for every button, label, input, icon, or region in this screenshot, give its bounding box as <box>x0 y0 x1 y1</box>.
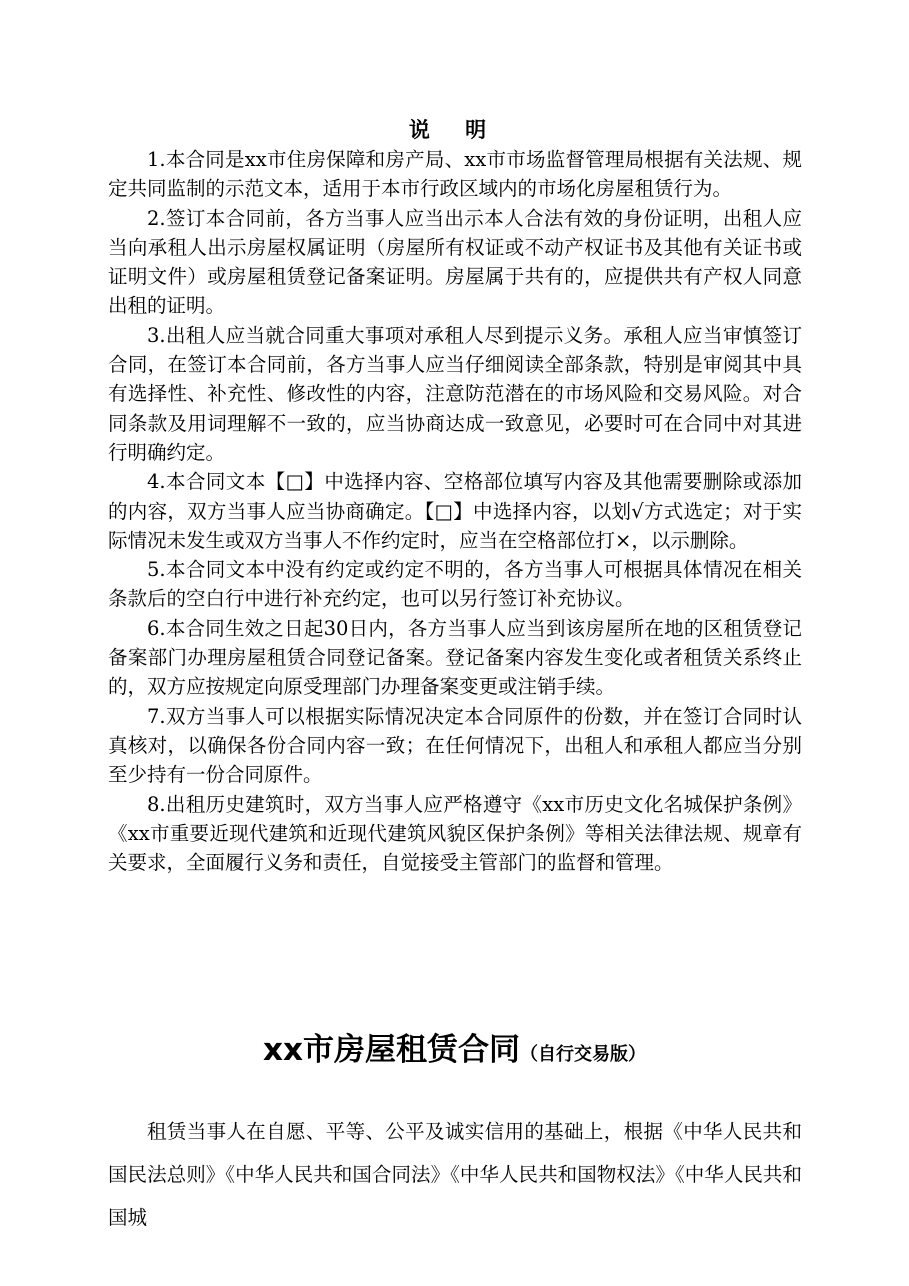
contract-title-subtitle: （自行交易版） <box>520 1044 646 1065</box>
note-item: 8.出租历史建筑时，双方当事人应严格遵守《xx市历史文化名城保护条例》《xx市重要近现代建筑和近现代建筑风貌区保护条例》等相关法律法规、规章有关要求，全面履行义务和责任，自觉接受主管部门的监督和管理。 <box>108 792 802 875</box>
contract-intro <box>108 1110 802 1239</box>
contract-intro-paragraph: 租赁当事人在自愿、平等、公平及诚实信用的基础上，根据《中华人民共和国民法总则》《中华人民共和国合同法》《中华人民共和国物权法》《中华人民共和国城 <box>108 1120 802 1229</box>
note-item: 6.本合同生效之日起30日内，各方当事人应当到该房屋所在地的区租赁登记备案部门办理房屋租赁合同登记备案。登记备案内容发生变化或者租赁关系终止的，双方应按规定向原受理部门办理备案变更或注销手续。 <box>108 616 802 699</box>
notes-list <box>108 145 802 877</box>
contract-title-main: xx市房屋租赁合同 <box>263 1032 520 1068</box>
note-item: 4.本合同文本【□】中选择内容、空格部位填写内容及其他需要删除或添加的内容，双方当事人应当协商确定。【□】中选择内容，以划√方式选定；对于实际情况未发生或双方当事人不作约定时，应当在空格部位打×，以示删除。 <box>108 470 802 552</box>
note-item: 5.本合同文本中没有约定或约定不明的，各方当事人可根据具体情况在相关条款后的空白行中进行补充约定，也可以另行签订补充协议。 <box>108 558 802 611</box>
note-item: 3.出租人应当就合同重大事项对承租人尽到提示义务。承租人应当审慎签订合同，在签订本合同前，各方当事人应当仔细阅读全部条款，特别是审阅其中具有选择性、补充性、修改性的内容，注意防范潜在的市场风险和交易风险。对合同条款及用词理解不一致的，应当协商达成一致意见，必要时可在合同中对其进行明确约定。 <box>108 323 802 464</box>
note-item: 2.签订本合同前，各方当事人应当出示本人合法有效的身份证明，出租人应当向承租人出示房屋权属证明（房屋所有权证或不动产权证书及其他有关证书或证明文件）或房屋租赁登记备案证明。房屋属于共有的，应提供共有产权人同意出租的证明。 <box>108 206 802 318</box>
contract-title <box>0 1027 909 1078</box>
notes-title: 说 明 <box>408 118 501 142</box>
note-item: 7.双方当事人可以根据实际情况决定本合同原件的份数，并在签订合同时认真核对，以确保各份合同内容一致；在任何情况下，出租人和承租人都应当分别至少持有一份合同原件。 <box>108 704 802 787</box>
note-item: 1.本合同是xx市住房保障和房产局、xx市市场监督管理局根据有关法规、规定共同监制的示范文本，适用于本市行政区域内的市场化房屋租赁行为。 <box>108 148 802 201</box>
